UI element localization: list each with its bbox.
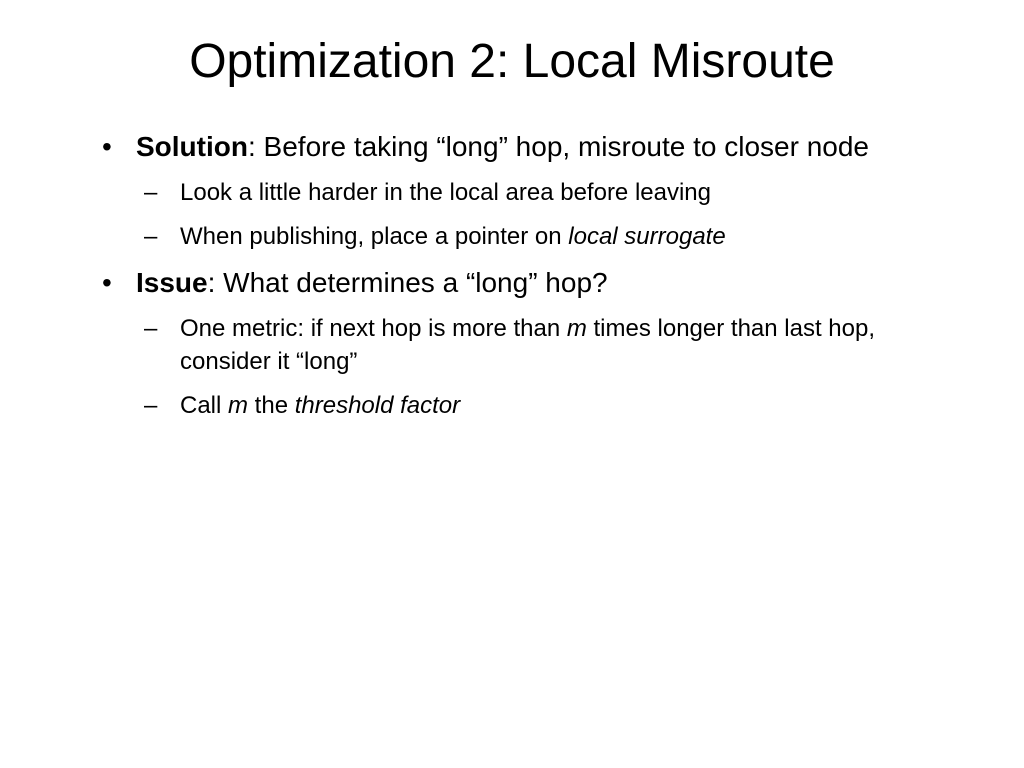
sub-item-emphasis: m: [228, 392, 249, 419]
sub-item-text: One metric: if next hop is more than: [180, 315, 567, 342]
slide-title: Optimization 2: Local Misroute: [189, 35, 835, 88]
sub-item-text: Look a little harder in the local area before leaving: [180, 179, 711, 206]
bullet-heading: Solution: [136, 131, 248, 162]
sub-item-text: Call: [180, 392, 229, 419]
sub-item: [144, 312, 940, 378]
bullet-icon: •: [102, 131, 112, 162]
sub-item-emphasis: m: [566, 315, 587, 342]
bullet-item-issue: [102, 264, 966, 302]
bullet-text: What determines a “long” hop?: [215, 267, 608, 298]
dash-icon: –: [144, 315, 158, 342]
bullet-item-solution: [102, 128, 966, 166]
bullet-separator: :: [207, 267, 216, 298]
sub-item-emphasis: local surrogate: [568, 223, 726, 250]
bullet-icon: •: [102, 267, 112, 298]
sub-item: [144, 176, 940, 209]
bullet-separator: :: [247, 131, 256, 162]
sub-item-text: times longer than last hop, consider it “long”: [180, 315, 876, 375]
dash-icon: –: [144, 179, 158, 206]
sub-item-text: the: [248, 392, 295, 419]
dash-icon: –: [144, 392, 158, 419]
sub-item-emphasis: threshold factor: [294, 392, 461, 419]
sub-item-text: When publishing, place a pointer on: [180, 223, 569, 250]
sub-item: [144, 389, 940, 422]
bullet-heading: Issue: [136, 267, 208, 298]
dash-icon: –: [144, 223, 158, 250]
bullet-text: Before taking “long” hop, misroute to closer node: [255, 131, 869, 162]
slide-body: [0, 128, 1024, 433]
sub-item: [144, 220, 940, 253]
